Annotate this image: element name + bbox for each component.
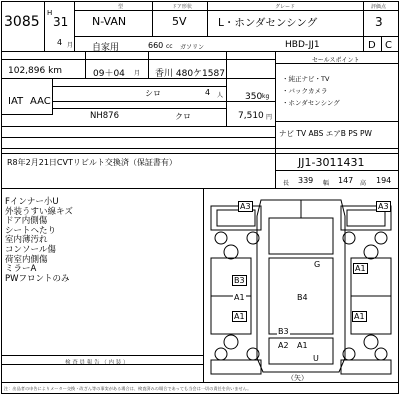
sales-points-title: セールスポイント [312,57,360,64]
model-code: HBD-JJ1 [285,40,320,50]
dim-width: 147 [338,176,354,185]
note-item: 室内薄汚れ [5,235,48,246]
dim-height: 194 [376,176,392,185]
damage-mark: B3 [234,276,245,285]
recycle-fee-unit: 円 [266,114,273,121]
inspector-notes [5,198,73,284]
auction-score: 3 [375,15,383,29]
color-code: NH876 [90,111,119,121]
mileage: 102,896 km [8,66,63,76]
note-item: Fインナー小U [5,197,59,207]
max-load: 350 [245,92,263,102]
label-score: 評価点 [371,4,387,10]
dim-label-length: 長 [283,180,290,187]
era-mark: H [47,9,53,17]
fuel: ガソリン [180,44,205,51]
note-item: コンソール傷 [5,244,56,255]
damage-mark: A3 [240,202,251,211]
displacement: 660 [148,41,164,50]
model-month: 4 [57,38,63,47]
damage-mark: A2 [278,341,289,350]
grade: L・ホンダセンシング [218,17,318,29]
damage-mark: B3 [278,327,289,336]
note-item: PWフロントのみ [5,273,70,284]
model-month-unit: 月 [67,42,74,49]
lot-number: 3085 [4,14,40,30]
damage-mark: A1 [355,264,366,273]
notes-footer-label: 検 査 員 報 告 （ 内 装 ） [65,360,129,366]
usage: 自家用 [92,43,120,53]
sales-point-3: ・ホンダセンシング [282,99,340,107]
door-type: 5V [172,15,187,28]
note-item: 荷室内側傷 [5,254,48,265]
displacement-unit: cc [166,43,173,50]
note-item: 外装うすい線キズ [5,206,73,217]
shaken-unit: 月 [134,70,141,77]
dim-length: 339 [298,176,314,185]
damage-mark: A1 [297,341,308,350]
sales-point-2: ・バックカメラ [282,87,328,95]
footer-note: 注：出品者の申告によりメーター交換・改ざん等の事実がある場合は、検査済みの場合であっても当会は一切の責任を負いません。 [4,386,252,391]
transmission: IAT [8,96,24,107]
shaken: 09＋04 [93,69,125,79]
damage-mark: A1 [354,312,365,321]
label-grade: グレード [275,4,296,10]
sales-point-1: ・純正ナビ・TV [282,75,330,83]
air-conditioning: AAC [30,96,51,107]
damage-mark: A3 [378,202,389,211]
body-color: シロ [145,89,161,98]
damage-mark: G [314,260,321,269]
plate-number: 香川 480ケ1587 [155,69,225,79]
seating-unit: 人 [217,92,224,99]
note-item: ミラーA [5,264,37,275]
seating-capacity: 4 [205,88,211,97]
dim-label-width: 幅 [323,180,330,187]
remarks: R8年2月21日CVTリビルト交換済（保証書有） [7,158,177,167]
chassis-number: JJ1-3011431 [298,156,365,169]
interior-rating: D [368,40,376,51]
car-name: N-VAN [92,15,127,28]
damage-mark: U [313,354,319,363]
label-type: 型 [118,4,124,10]
note-item: シートヘたり [5,225,57,236]
interior-color: クロ [175,112,191,121]
label-door: ドア形状 [172,4,192,10]
max-load-unit: kg [262,93,270,100]
direction-label: （矢） [287,374,308,382]
damage-mark: A1 [234,312,245,321]
model-year: 31 [53,15,69,29]
note-item: ドア内側傷 [5,216,48,227]
exterior-rating: C [385,40,392,51]
dim-label-height: 高 [360,180,367,187]
damage-mark: B4 [297,293,308,302]
equipment-list: ナビ TV ABS エアB PS PW [279,129,372,138]
recycle-fee: 7,510 [238,111,264,121]
damage-mark: A1 [234,293,245,302]
